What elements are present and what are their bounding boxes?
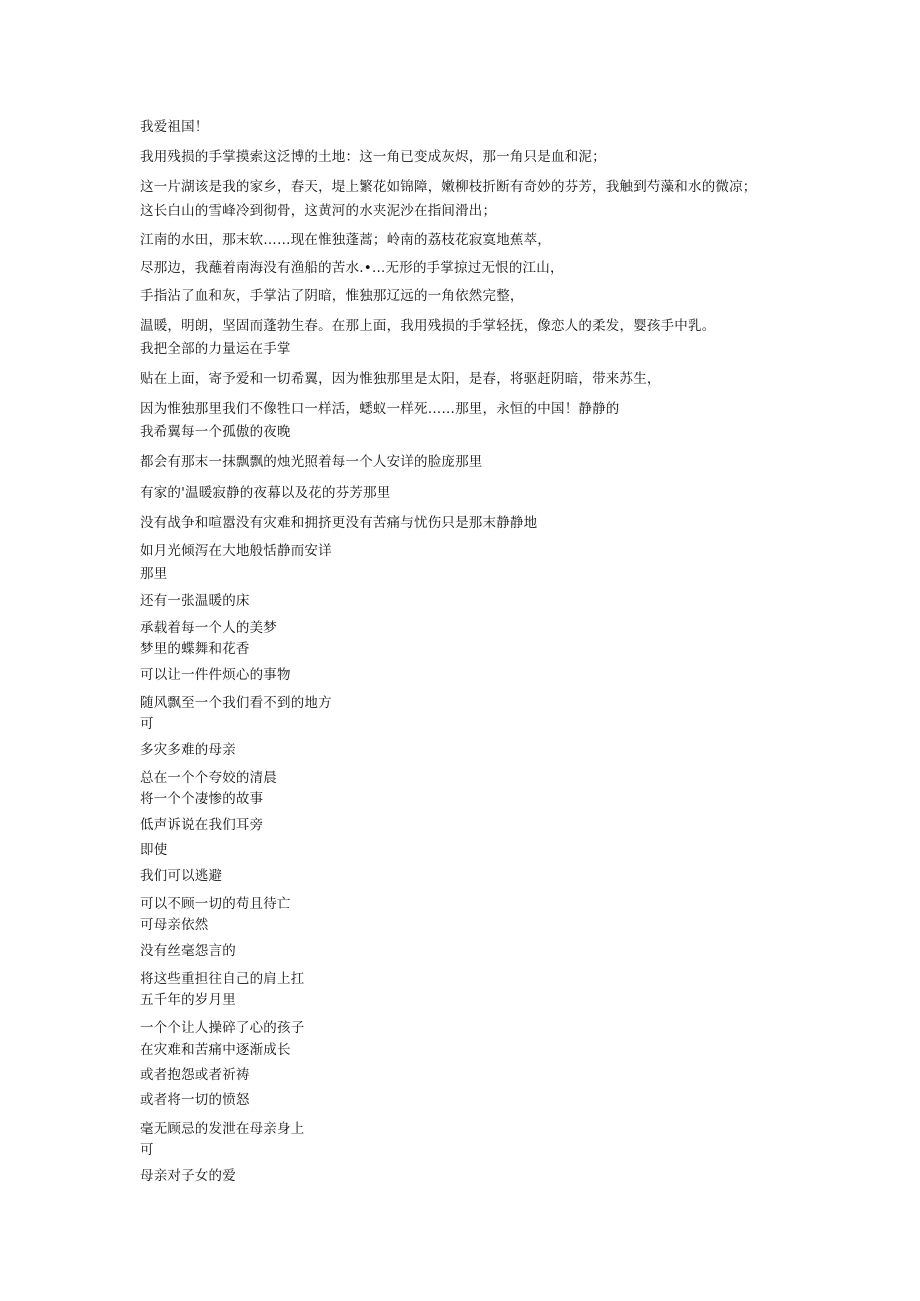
text-line: 总在一个个夸姣的清晨: [140, 770, 277, 786]
text-line: 在灾难和苦痛中逐渐成长: [140, 1042, 291, 1058]
text-line: 都会有那末一抹飘飘的烛光照着每一个人安详的脸庞那里: [140, 454, 483, 470]
text-line: 因为惟独那里我们不像牲口一样活，蟋蚁一样死……那里，永恒的中国！静静的: [140, 401, 620, 417]
text-line: 我们可以逃避: [140, 868, 223, 884]
text-line: 梦里的蝶舞和花香: [140, 641, 250, 657]
text-line: 可以不顾一切的苟且待亡: [140, 896, 291, 912]
text-line: 那里: [140, 566, 168, 582]
text-line: 手指沾了血和灰，手掌沾了阴暗，惟独那辽远的一角依然完整，: [140, 288, 524, 304]
text-line: 温暖，明朗，坚固而蓬勃生春。在那上面，我用残损的手掌轻抚，像恋人的柔发，婴孩手中乳。: [140, 318, 716, 334]
text-line: 将一个个凄惨的故事: [140, 791, 264, 807]
text-line: 没有战争和喧嚣没有灾难和拥挤更没有苦痛与忧伤只是那末静静地: [140, 515, 538, 531]
text-line: 毫无顾忌的发泄在母亲身上: [140, 1121, 305, 1137]
text-line: 可: [140, 716, 154, 732]
text-line: 我爱祖国！: [140, 119, 209, 135]
text-line: 随风飘至一个我们看不到的地方: [140, 695, 332, 711]
text-line: 五千年的岁月里: [140, 992, 236, 1008]
text-line: 江南的水田，那末软……现在惟独蓬蒿；岭南的荔枝花寂寞地蕉萃，: [140, 232, 551, 248]
text-line: 如月光倾泻在大地般恬静而安详: [140, 543, 332, 559]
text-line: 承载着每一个人的美梦: [140, 620, 277, 636]
text-line: 贴在上面，寄予爱和一切希翼，因为惟独那里是太阳，是春，将驱赶阴暗，带来苏生，: [140, 371, 661, 387]
text-line: 低声诉说在我们耳旁: [140, 817, 264, 833]
text-line: 即使: [140, 842, 168, 858]
text-line: 一个个让人操碎了心的孩子: [140, 1020, 305, 1036]
text-line: 我用残损的手掌摸索这泛博的土地：这一角已变成灰烬，那一角只是血和泥；: [140, 149, 606, 165]
text-line: 可母亲依然: [140, 917, 209, 933]
text-line: 母亲对子女的爱: [140, 1168, 236, 1184]
text-line: 可以让一件件烦心的事物: [140, 667, 291, 683]
text-line: 我希翼每一个孤傲的夜晚: [140, 424, 291, 440]
text-line: 或者将一切的愤怒: [140, 1092, 250, 1108]
text-line: 这一片湖该是我的家乡，春天，堤上繁花如锦障，嫩柳枝折断有奇妙的芬芳，我触到芍藻和水的微凉；: [140, 179, 757, 195]
text-line: 没有丝毫怨言的: [140, 943, 236, 959]
text-line: 我把全部的力量运在手掌: [140, 341, 291, 357]
text-line: 将这些重担往自己的肩上扛: [140, 971, 305, 987]
text-line: 多灾多难的母亲: [140, 742, 236, 758]
text-line: 还有一张温暖的床: [140, 593, 250, 609]
text-line: 尽那边，我蘸着南海没有渔船的苦水.•…无形的手掌掠过无恨的江山，: [140, 260, 564, 276]
text-line: 这长白山的雪峰冷到彻骨，这黄河的水夹泥沙在指间滑出；: [140, 203, 497, 219]
text-line: 有家的'温暖寂静的夜幕以及花的芬芳那里: [140, 485, 391, 501]
text-line: 可: [140, 1142, 154, 1158]
text-line: 或者抱怨或者祈祷: [140, 1067, 250, 1083]
